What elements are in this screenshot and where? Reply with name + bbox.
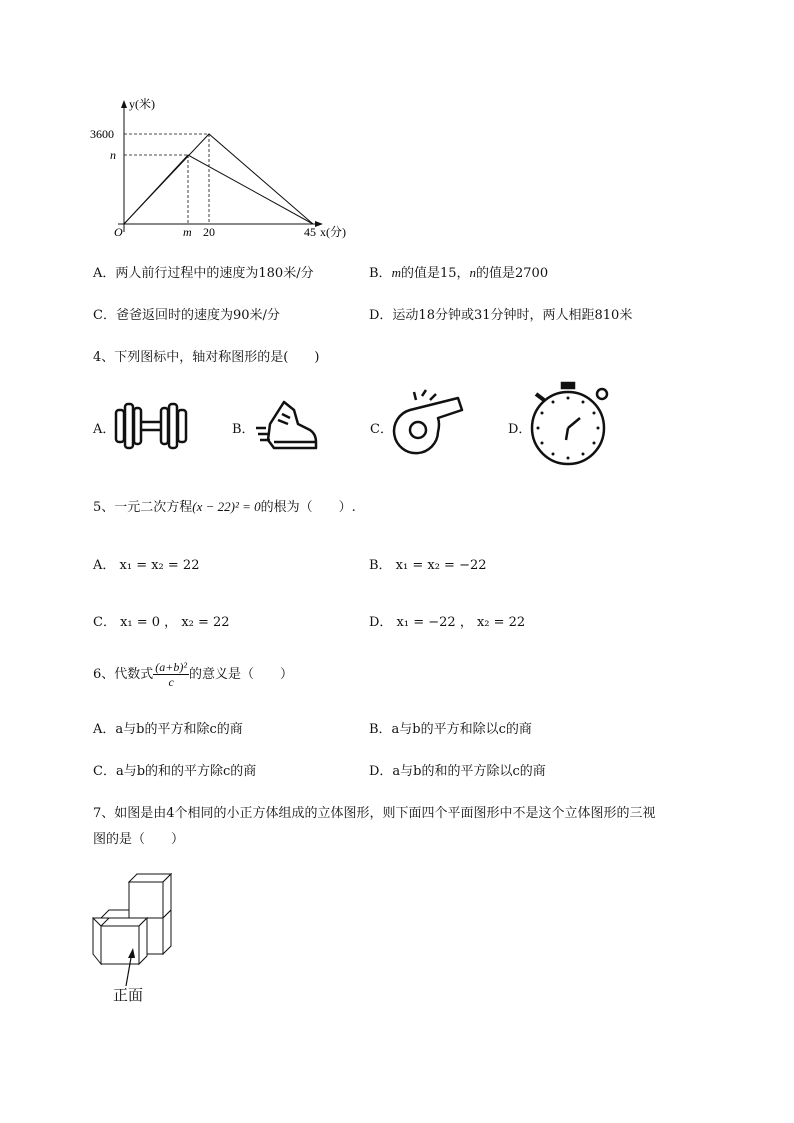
q5-equation: (x − 22)² = 0 xyxy=(192,499,261,514)
y-axis-label: y(米) xyxy=(129,97,155,111)
dumbbell-icon xyxy=(114,398,194,458)
q6-option-c: C．a与b的和的平方除c的商 xyxy=(93,764,257,779)
dad-line xyxy=(124,134,313,224)
q3-b-end: 的值是2700 xyxy=(476,266,549,281)
q6-fraction xyxy=(153,660,189,689)
x-tick-20: 20 xyxy=(203,225,215,239)
q3-option-b xyxy=(369,262,548,281)
cubes-figure xyxy=(88,870,208,1010)
front-label: 正面 xyxy=(113,986,144,1004)
q6-stem-pre: 6、代数式 xyxy=(93,667,154,682)
q6-option-a: A．a与b的平方和除c的商 xyxy=(93,722,243,737)
x-tick-m: m xyxy=(183,225,192,239)
running-shoe-icon xyxy=(252,396,322,456)
stopwatch-icon xyxy=(526,380,616,470)
q4-option-c-label: C． xyxy=(370,422,393,437)
q3-option-a: A．两人前行过程中的速度为180米/分 xyxy=(93,266,314,281)
y-tick-n: n xyxy=(110,148,116,162)
q6-stem-post: 的意义是（ ） xyxy=(188,667,293,682)
q3-option-d: D．运动18分钟或31分钟时，两人相距810米 xyxy=(369,308,633,323)
y-axis-arrow xyxy=(121,100,127,108)
q6-stem xyxy=(93,660,293,689)
q4-stem: 4、下列图标中，轴对称图形的是( ) xyxy=(93,350,320,365)
x-axis-label: x(分) xyxy=(320,225,346,239)
q5-stem-pre: 5、一元二次方程 xyxy=(93,500,193,515)
q7-stem-line2: 图的是（ ） xyxy=(93,832,185,847)
q6-option-b: B．a与b的平方和除以c的商 xyxy=(369,722,532,737)
q5-stem xyxy=(93,496,356,515)
x-tick-45: 45 xyxy=(304,225,316,239)
q3-b-mid: 的值是15， xyxy=(400,266,470,281)
q6-option-d: D．a与b的和的平方除以c的商 xyxy=(369,764,546,779)
q5-option-b: B． x₁ = x₂ = −22 xyxy=(369,558,487,573)
q3-b-n: n xyxy=(469,265,476,280)
son-line xyxy=(124,155,313,224)
q3-option-c: C．爸爸返回时的速度为90米/分 xyxy=(93,308,280,323)
distance-time-graph xyxy=(0,0,794,260)
q4-option-d-label: D． xyxy=(508,422,532,437)
q6-fraction-numerator: (a+b)² xyxy=(155,660,187,674)
q3-b-prefix: B． xyxy=(369,266,392,281)
q7-stem-line1: 7、如图是由4个相同的小正方体组成的立体图形，则下面四个平面图形中不是这个立体图形的三视 xyxy=(93,806,656,821)
q3-b-m: m xyxy=(391,265,401,280)
q5-stem-post: 的根为（ ）. xyxy=(260,500,356,515)
origin-label: O xyxy=(114,225,123,239)
y-tick-3600: 3600 xyxy=(90,127,114,141)
q5-option-c: C． x₁ = 0 ， x₂ = 22 xyxy=(93,615,230,630)
q6-fraction-denominator: c xyxy=(168,675,174,689)
q4-option-a-label: A． xyxy=(93,422,116,437)
q5-option-a: A． x₁ = x₂ = 22 xyxy=(93,558,200,573)
whistle-icon xyxy=(392,388,472,458)
q5-option-d: D． x₁ = −22 ， x₂ = 22 xyxy=(369,615,526,630)
q4-option-b-label: B． xyxy=(232,422,255,437)
